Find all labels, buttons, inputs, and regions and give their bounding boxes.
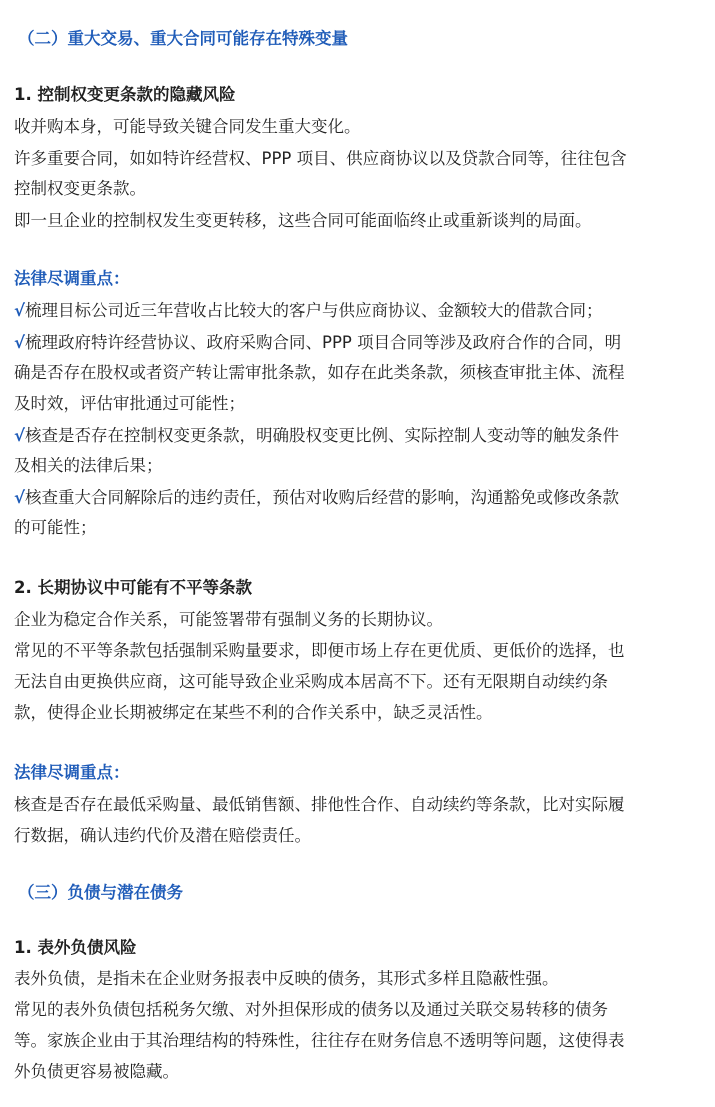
paragraph-line: 款，使得企业长期被绑定在某些不利的合作关系中，缺乏灵活性。 bbox=[14, 703, 493, 722]
due-diligence-label: 法律尽调重点： bbox=[14, 269, 130, 288]
paragraph-line: 常见的不平等条款包括强制采购量要求，即便市场上存在更优质、更低价的选择，也 bbox=[14, 641, 625, 660]
paragraph-line: 表外负债，是指未在企业财务报表中反映的债务，其形式多样且隐蔽性强。 bbox=[14, 969, 559, 988]
check-mark-icon: √ bbox=[14, 426, 26, 445]
paragraph-line: 企业为稳定合作关系，可能签署带有强制义务的长期协议。 bbox=[14, 610, 443, 629]
checklist-item-cont: 的可能性； bbox=[14, 518, 97, 537]
checklist-item-cont: 及相关的法律后果； bbox=[14, 456, 163, 475]
paragraph-line: 许多重要合同，如如特许经营权、PPP 项目、供应商协议以及贷款合同等，往往包含 bbox=[14, 149, 627, 168]
paragraph-line: 常见的表外负债包括税务欠缴、对外担保形成的债务以及通过关联交易转移的债务 bbox=[14, 1000, 608, 1019]
paragraph-line: 行数据，确认违约代价及潜在赔偿责任。 bbox=[14, 826, 311, 845]
check-mark-icon: √ bbox=[14, 301, 26, 320]
subheading-control-change: 1. 控制权变更条款的隐藏风险 bbox=[14, 85, 236, 104]
paragraph-line: 核查是否存在最低采购量、最低销售额、排他性合作、自动续约等条款，比对实际履 bbox=[14, 795, 625, 814]
checklist-item: √核查重大合同解除后的违约责任，预估对收购后经营的影响，沟通豁免或修改条款 bbox=[14, 488, 620, 507]
check-mark-icon: √ bbox=[14, 488, 26, 507]
due-diligence-label: 法律尽调重点： bbox=[14, 763, 130, 782]
subheading-long-term-agreements: 2. 长期协议中可能有不平等条款 bbox=[14, 578, 252, 597]
check-mark-icon: √ bbox=[14, 333, 26, 352]
checklist-item: √梳理目标公司近三年营收占比较大的客户与供应商协议、金额较大的借款合同； bbox=[14, 301, 603, 320]
paragraph-line: 即一旦企业的控制权发生变更转移，这些合同可能面临终止或重新谈判的局面。 bbox=[14, 211, 592, 230]
checklist-item: √核查是否存在控制权变更条款，明确股权变更比例、实际控制人变动等的触发条件 bbox=[14, 426, 620, 445]
paragraph-line: 控制权变更条款。 bbox=[14, 179, 146, 198]
section-heading-2: （二）重大交易、重大合同可能存在特殊变量 bbox=[18, 29, 348, 48]
paragraph-line: 无法自由更换供应商，这可能导致企业采购成本居高不下。还有无限期自动续约条 bbox=[14, 672, 608, 691]
paragraph-line: 收并购本身，可能导致关键合同发生重大变化。 bbox=[14, 117, 361, 136]
section-heading-3: （三）负债与潜在债务 bbox=[18, 883, 183, 902]
paragraph-line: 等。家族企业由于其治理结构的特殊性，往往存在财务信息不透明等问题，这使得表 bbox=[14, 1031, 625, 1050]
checklist-item: √梳理政府特许经营协议、政府采购合同、PPP 项目合同等涉及政府合作的合同，明 bbox=[14, 333, 622, 352]
checklist-item-cont: 及时效，评估审批通过可能性； bbox=[14, 394, 245, 413]
subheading-off-balance-debt: 1. 表外负债风险 bbox=[14, 938, 137, 957]
paragraph-line: 外负债更容易被隐藏。 bbox=[14, 1062, 179, 1081]
checklist-item-cont: 确是否存在股权或者资产转让需审批条款，如存在此类条款，须核查审批主体、流程 bbox=[14, 363, 625, 382]
